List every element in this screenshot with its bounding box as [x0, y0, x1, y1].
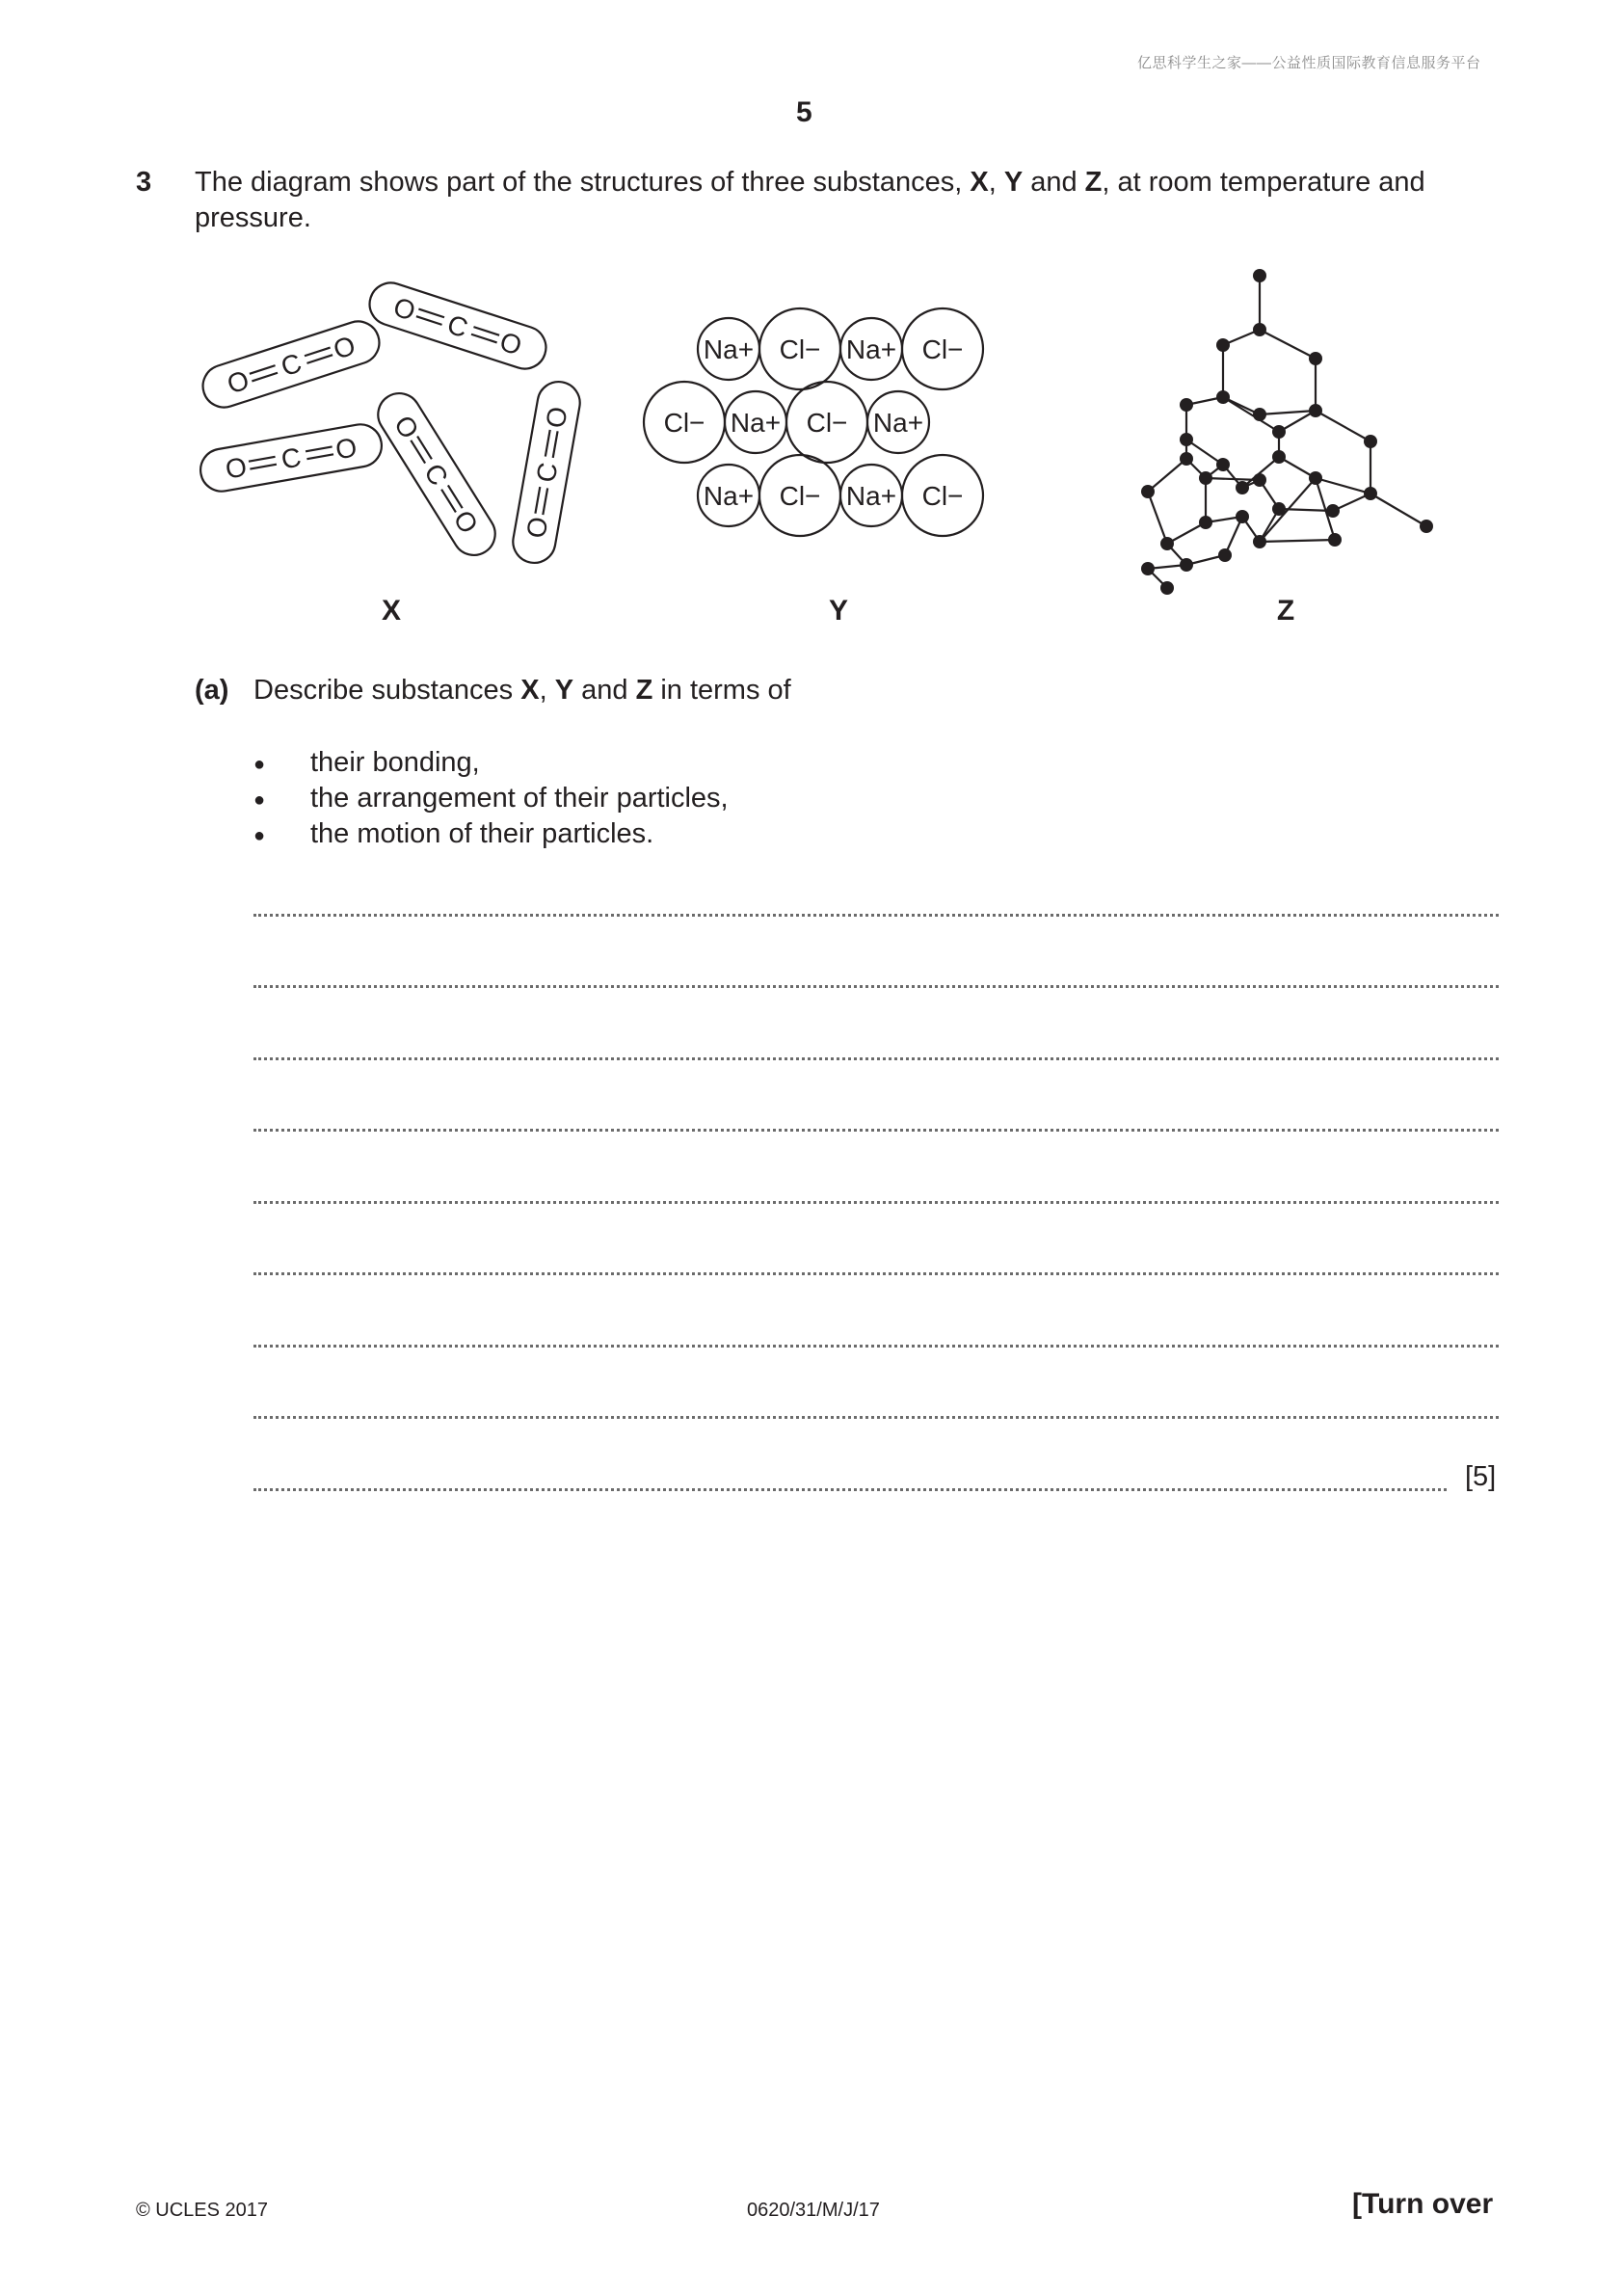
- atom-node: [1218, 548, 1232, 562]
- oxygen-atom: O: [520, 514, 554, 541]
- atom-node: [1272, 425, 1286, 439]
- answer-line[interactable]: [253, 1345, 1499, 1348]
- covalent-bond: [1206, 478, 1260, 480]
- ion-label: Cl−: [921, 481, 964, 511]
- atom-node: [1141, 485, 1155, 498]
- atom-node: [1180, 398, 1193, 412]
- atom-node: [1272, 450, 1286, 464]
- atom-node: [1326, 504, 1340, 518]
- answer-line[interactable]: [253, 1129, 1499, 1132]
- oxygen-atom: O: [540, 404, 573, 431]
- atom-node: [1236, 510, 1249, 523]
- covalent-bond: [1148, 492, 1167, 544]
- atom-node: [1253, 535, 1266, 548]
- ion-label: Na+: [730, 408, 782, 438]
- atom-node: [1364, 487, 1377, 500]
- ion-label: Cl−: [806, 408, 848, 438]
- bullet-bonding: their bonding,: [310, 747, 480, 778]
- atom-node: [1199, 516, 1212, 529]
- bullet-icon: ●: [253, 754, 266, 775]
- co2-molecule: [364, 278, 551, 375]
- watermark-text: 亿思科学生之家——公益性质国际教育信息服务平台: [1137, 55, 1481, 71]
- structures-diagram: [183, 260, 1475, 636]
- covalent-bond: [1316, 478, 1370, 494]
- label-y: Y: [828, 595, 849, 627]
- atom-node: [1180, 452, 1193, 466]
- atom-node: [1236, 481, 1249, 494]
- part-a-label: (a): [195, 675, 229, 706]
- atom-node: [1309, 404, 1322, 417]
- atom-node: [1309, 352, 1322, 365]
- marks-allocation: [5]: [1465, 1461, 1497, 1492]
- substance-z-network: [1141, 269, 1433, 595]
- copyright: © UCLES 2017: [136, 2200, 269, 2221]
- covalent-bond: [1148, 459, 1186, 492]
- bullet-icon: ●: [253, 825, 266, 846]
- page-number: 5: [796, 96, 812, 128]
- ion-label: Na+: [703, 334, 755, 364]
- atom-node: [1199, 471, 1212, 485]
- atom-node: [1364, 435, 1377, 448]
- ion-label: Na+: [872, 408, 924, 438]
- atom-node: [1216, 338, 1230, 352]
- answer-line[interactable]: [253, 1272, 1499, 1275]
- oxygen-atom: O: [447, 505, 485, 539]
- atom-node: [1180, 558, 1193, 572]
- oxygen-atom: O: [223, 364, 253, 400]
- question-number: 3: [136, 167, 152, 198]
- oxygen-atom: O: [333, 432, 359, 466]
- ion-label: Na+: [703, 481, 755, 511]
- ion-label: Cl−: [921, 334, 964, 364]
- atom-node: [1216, 390, 1230, 404]
- covalent-bond: [1260, 330, 1316, 359]
- ion-label: Cl−: [663, 408, 705, 438]
- bullet-motion: the motion of their particles.: [310, 818, 654, 849]
- oxygen-atom: O: [389, 291, 419, 327]
- label-x: X: [381, 595, 402, 627]
- ion-label: Cl−: [779, 481, 821, 511]
- oxygen-atom: O: [330, 330, 359, 365]
- co2-molecule: [198, 421, 386, 494]
- atom-node: [1253, 408, 1266, 421]
- substance-y-lattice: [644, 308, 983, 536]
- atom-node: [1309, 471, 1322, 485]
- ion-label: Na+: [845, 481, 897, 511]
- atom-node: [1253, 473, 1266, 487]
- answer-line[interactable]: [253, 914, 1499, 917]
- atom-node: [1141, 562, 1155, 575]
- covalent-bond: [1260, 411, 1316, 414]
- atom-node: [1216, 458, 1230, 471]
- answer-line[interactable]: [253, 1201, 1499, 1204]
- paper-code: 0620/31/M/J/17: [747, 2200, 880, 2221]
- bullet-icon: ●: [253, 789, 266, 811]
- label-z: Z: [1276, 595, 1295, 627]
- bullet-arrangement: the arrangement of their particles,: [310, 783, 729, 814]
- part-a-intro: Describe substances X, Y and Z in terms of: [253, 675, 791, 706]
- ion-label: Na+: [845, 334, 897, 364]
- carbon-atom: C: [530, 460, 564, 485]
- carbon-atom: C: [277, 347, 306, 383]
- co2-molecule: [370, 386, 503, 563]
- atom-node: [1420, 520, 1433, 533]
- carbon-atom: C: [279, 441, 304, 475]
- oxygen-atom: O: [387, 410, 425, 444]
- atom-node: [1180, 433, 1193, 446]
- answer-line[interactable]: [253, 1416, 1499, 1419]
- answer-line[interactable]: [253, 985, 1499, 988]
- co2-molecule: [198, 316, 385, 414]
- question-text: The diagram shows part of the structures of three substances, X, Y and Z, at room temperature and pressure.: [195, 167, 1425, 233]
- covalent-bond: [1370, 494, 1426, 526]
- co2-molecule: [510, 379, 583, 567]
- covalent-bond: [1260, 540, 1335, 542]
- atom-node: [1160, 537, 1174, 550]
- answer-line[interactable]: [253, 1057, 1499, 1060]
- atom-node: [1253, 269, 1266, 282]
- atom-node: [1253, 323, 1266, 336]
- atom-node: [1272, 502, 1286, 516]
- atom-node: [1160, 581, 1174, 595]
- atom-node: [1328, 533, 1342, 547]
- oxygen-atom: O: [223, 451, 250, 485]
- answer-line[interactable]: [253, 1488, 1447, 1491]
- covalent-bond: [1316, 411, 1370, 441]
- substance-x-molecules: [198, 278, 584, 567]
- turn-over: [Turn over: [1352, 2188, 1494, 2220]
- carbon-atom: C: [443, 308, 472, 344]
- carbon-atom: C: [418, 458, 455, 492]
- ion-label: Cl−: [779, 334, 821, 364]
- oxygen-atom: O: [495, 326, 526, 361]
